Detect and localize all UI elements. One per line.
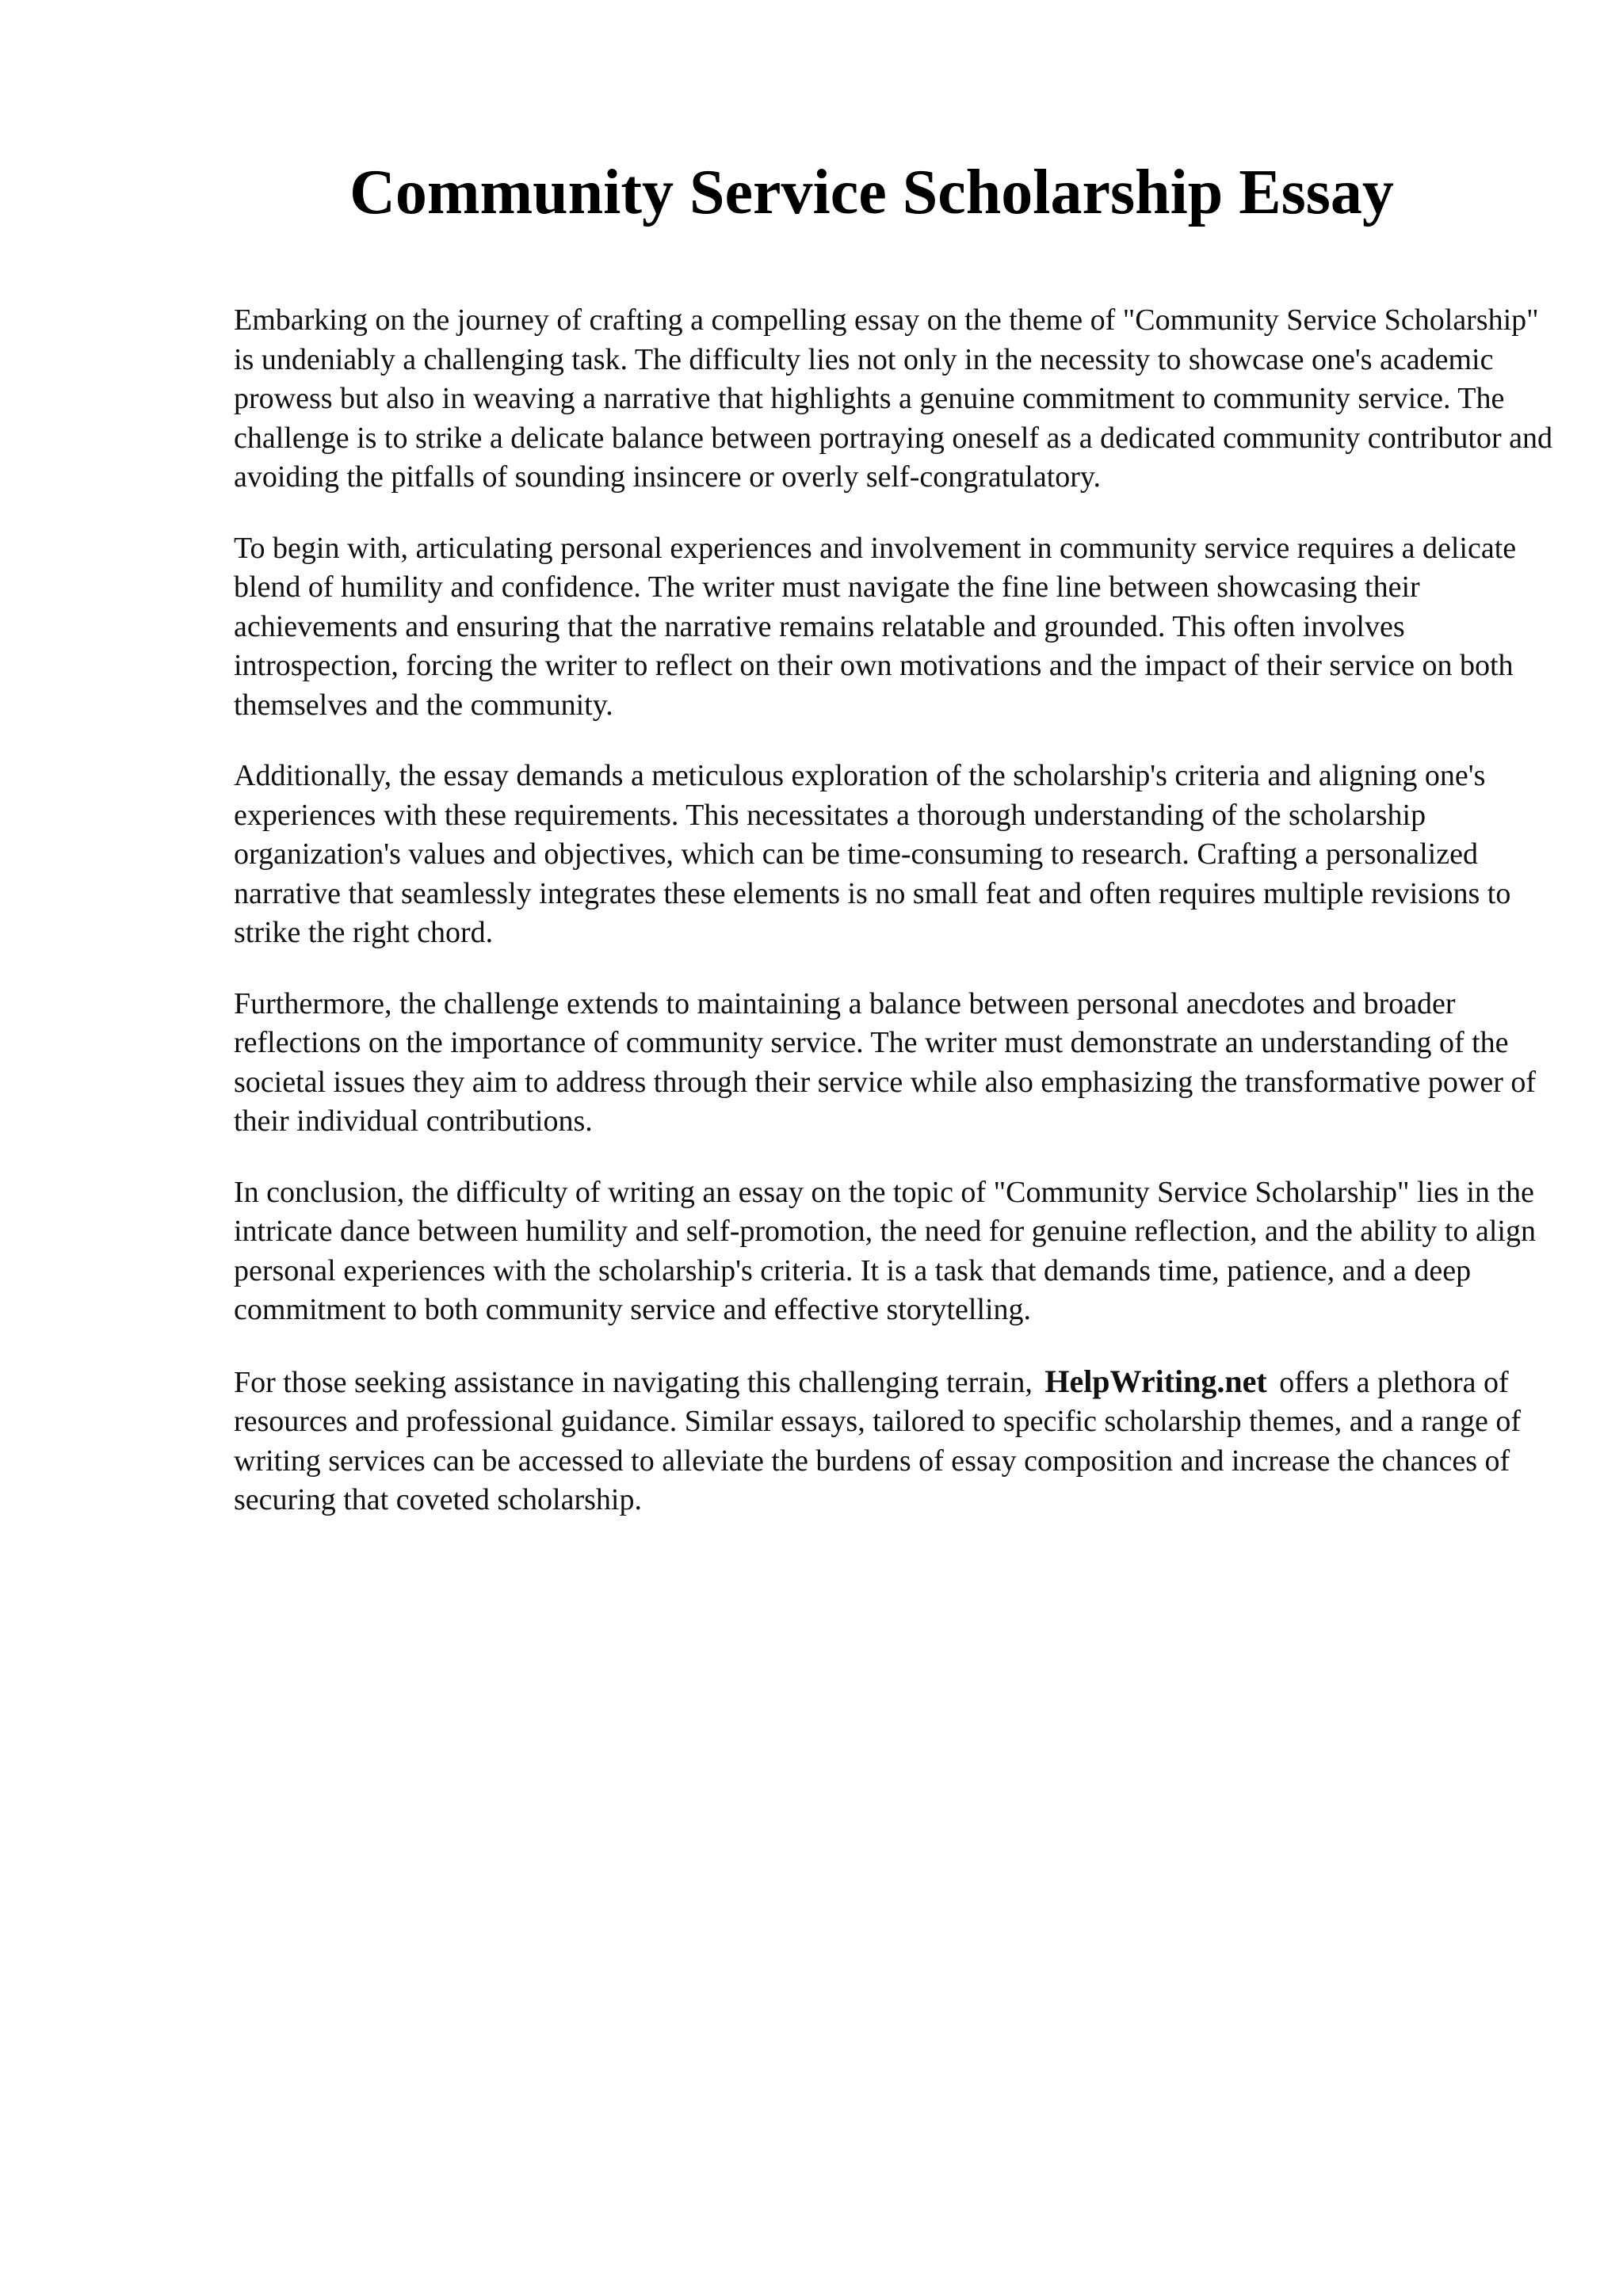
essay-body [234,301,1553,1552]
paragraph-6 [234,1362,1553,1520]
document-title: Community Service Scholarship Essay [349,158,1394,227]
paragraph-5: In conclusion, the difficulty of writing an essay on the topic of "Community Service Scholarship" lies in the intricate dance between humility and self-promotion, the need for genuine reflection, and the ability to align personal experiences with the scholarship's criteria. It is a task that demands time, patience, and a deep commitment to both community service and effective storytelling. [234,1175,1536,1326]
paragraph-3: Additionally, the essay demands a meticulous exploration of the scholarship's criteria and aligning one's experiences with these requirements. This necessitates a thorough understanding of the scholarship organization's values and objectives, which can be time-consuming to research. Crafting a personalized narrative that seamlessly integrates these elements is no small feat and often requires multiple revisions to strike the right chord. [234,759,1511,949]
paragraph-1: Embarking on the journey of crafting a compelling essay on the theme of "Community Service Scholarship" is undeniably a challenging task. The difficulty lies not only in the necessity to showcase one's academic prowess but also in weaving a narrative that highlights a genuine commitment to community service. The challenge is to strike a delicate balance between portraying oneself as a dedicated community contributor and avoiding the pitfalls of sounding insincere or overly self-congratulatory. [234,303,1552,494]
helpwriting-link[interactable]: HelpWriting.net [1044,1363,1267,1399]
paragraph-6-rest: offers a plethora of resources and professional guidance. Similar essays, tailored to specific scholarship themes, and a range of writing services can be accessed to alleviate the burdens of essay composition and increase the chances of securing that coveted scholarship. [234,1365,1521,1516]
paragraph-4: Furthermore, the challenge extends to maintaining a balance between personal anecdotes and broader reflections on the importance of community service. The writer must demonstrate an understanding of the societal issues they aim to address through their service while also emphasizing the transformative power of their individual contributions. [234,986,1537,1138]
paragraph-6-intro: For those seeking assistance in navigating this challenging terrain, [234,1365,1033,1399]
paragraph-2: To begin with, articulating personal experiences and involvement in community service requires a delicate blend of humility and confidence. The writer must navigate the fine line between showcasing their achievements and ensuring that the narrative remains relatable and grounded. This often involves introspection, forcing the writer to reflect on their own motivations and the impact of their service on both themselves and the community. [234,531,1517,722]
